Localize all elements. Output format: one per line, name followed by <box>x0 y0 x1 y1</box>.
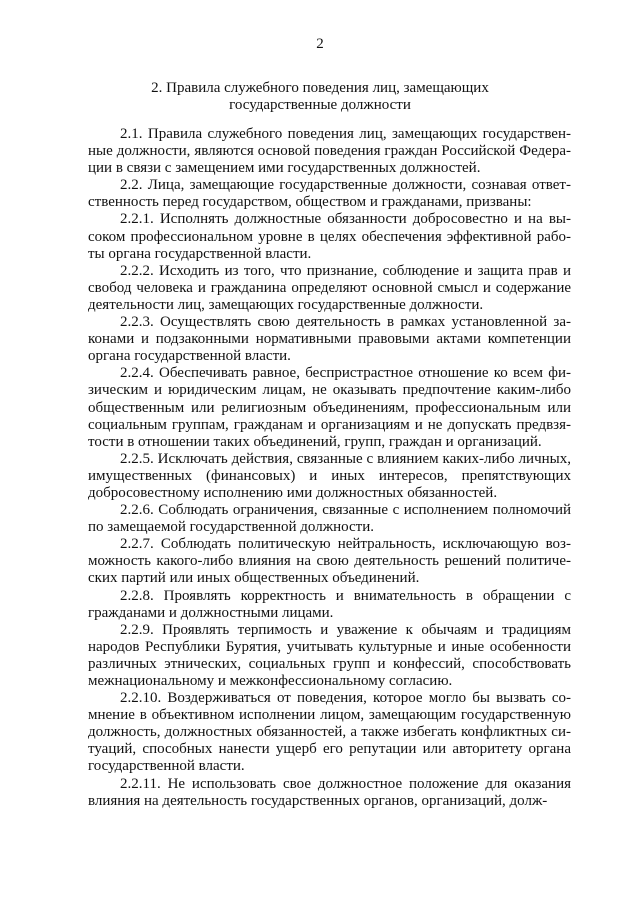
paragraph-2-2-8: 2.2.8. Проявлять корректность и внимательность в обращении с гражданами и должностными лицами. <box>88 587 571 621</box>
page-number: 2 <box>316 36 324 52</box>
paragraph-2-2-4: 2.2.4. Обеспечивать равное, беспристрастное отношение ко всем физическим и юридическим лицам, не оказывать предпочтение каким-либо общественным или религиозным объединениям, профессиональным или социальным группам, гражданам и организациям и не допускать предвзятости в отношении таких объединений, групп, граждан и организаций. <box>88 365 571 450</box>
section-heading <box>110 80 530 114</box>
paragraph-2-2-11: 2.2.11. Не использовать свое должностное положение для оказания влияния на деятельность государственных органов, организаций, долж- <box>88 775 571 809</box>
section-heading-line-2: государственные должности <box>229 97 411 113</box>
paragraph-2-2-2: 2.2.2. Исходить из того, что признание, соблюдение и защита прав и свобод человека и гражданина определяют основной смысл и содержание деятельности лиц, замещающих государственные должности. <box>88 262 571 313</box>
paragraph-2-2-1: 2.2.1. Исполнять должностные обязанности добросовестно и на высоком профессиональном уровне в целях обеспечения эффективной работы органа государственной власти. <box>88 211 571 262</box>
paragraph-2-2-5: 2.2.5. Исключать действия, связанные с влиянием каких-либо личных, имущественных (финансовых) и иных интересов, препятствующих добросовестному исполнению ими должностных обязанностей. <box>88 450 571 501</box>
section-heading-line-1: 2. Правила служебного поведения лиц, замещающих <box>151 80 489 96</box>
paragraph-2-2-3: 2.2.3. Осуществлять свою деятельность в рамках установленной законами и подзаконными нормативными правовыми актами компетенции органа государственной власти. <box>88 314 571 365</box>
paragraph-2-2: 2.2. Лица, замещающие государственные должности, сознавая ответственность перед государством, обществом и гражданами, призваны: <box>88 177 571 211</box>
document-body <box>88 126 571 810</box>
paragraph-2-1: 2.1. Правила служебного поведения лиц, замещающих государственные должности, являются основой поведения граждан Российской Федерации в связи с замещением ими государственных должностей. <box>88 126 571 177</box>
paragraph-2-2-10: 2.2.10. Воздерживаться от поведения, которое могло бы вызвать сомнение в объективном исполнении лицом, замещающим государственную должность, должностных обязанностей, а также избегать конфликтных ситуаций, способных нанести ущерб его репутации или авторитету органа государственной власти. <box>88 690 571 775</box>
paragraph-2-2-7: 2.2.7. Соблюдать политическую нейтральность, исключающую возможность какого-либо влияния на свою деятельность решений политических партий или иных общественных объединений. <box>88 536 571 587</box>
paragraph-2-2-6: 2.2.6. Соблюдать ограничения, связанные с исполнением полномочий по замещаемой государственной должности. <box>88 502 571 536</box>
paragraph-2-2-9: 2.2.9. Проявлять терпимость и уважение к обычаям и традициям народов Республики Бурятия, учитывать культурные и иные особенности различных этнических, социальных групп и конфессий, способствовать межнациональному и межконфессиональному согласию. <box>88 621 571 689</box>
